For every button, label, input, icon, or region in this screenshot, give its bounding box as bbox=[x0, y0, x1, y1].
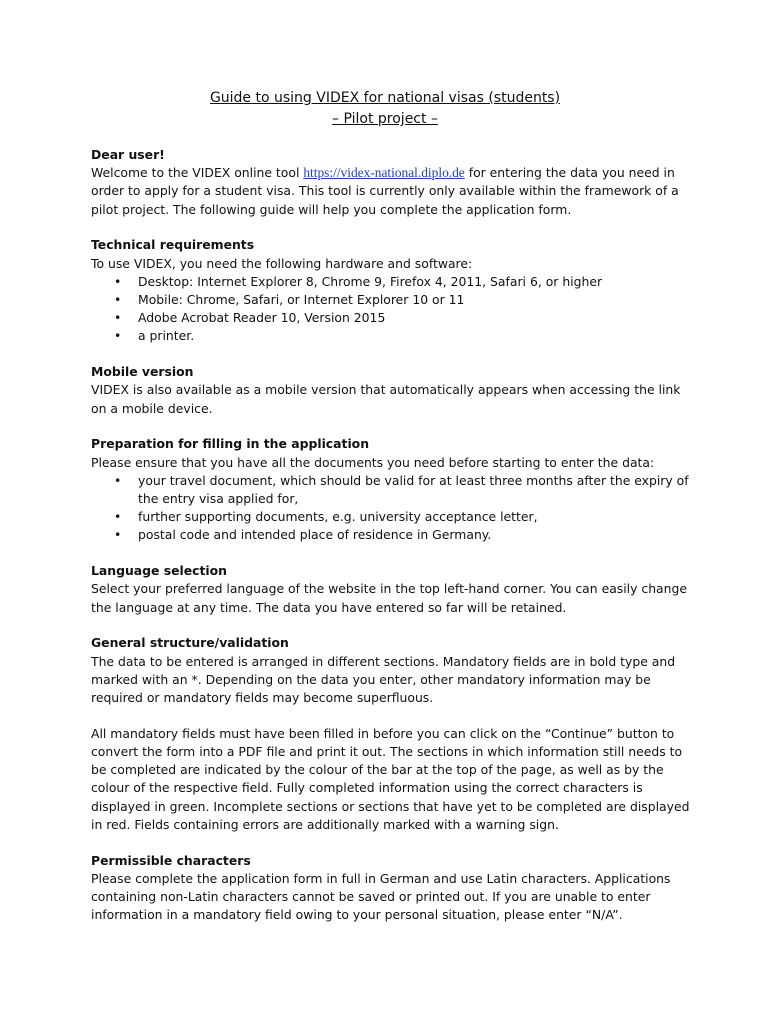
list-item: • postal code and intended place of residence in Germany. bbox=[91, 526, 691, 544]
language-section bbox=[91, 562, 691, 617]
list-item: • your travel document, which should be valid for at least three months after the expiry of the entry visa applied for, bbox=[91, 472, 691, 508]
intro-paragraph bbox=[91, 164, 691, 219]
preparation-text: Please ensure that you have all the documents you need before starting to enter the data: bbox=[91, 454, 655, 470]
characters-text: Please complete the application form in full in German and use Latin characters. Applications containing non-Latin characters cannot be saved or printed out. If you are unable to enter information in a mandatory field owing to your personal situation, please enter “N/A”. bbox=[91, 870, 671, 923]
videx-link[interactable]: https://videx-national.diplo.de bbox=[303, 165, 465, 181]
language-text: Select your preferred language of the website in the top left-hand corner. You can easily change the language at any time. The data you have entered so far will be retained. bbox=[91, 581, 687, 615]
document-body bbox=[91, 146, 691, 942]
intro-text-after-link: for entering the data you need in order to apply for a student visa. This tool is currently only available within the framework of a pilot project. The following guide will help you complete the application form. bbox=[91, 165, 679, 217]
title-line-2: – Pilot project – bbox=[332, 111, 438, 127]
structure-heading: General structure/validation bbox=[91, 635, 289, 651]
list-item: • a printer. bbox=[91, 327, 691, 345]
characters-heading: Permissible characters bbox=[91, 852, 251, 868]
structure-section-continued bbox=[91, 725, 691, 834]
title-line-1: Guide to using VIDEX for national visas (students) bbox=[209, 90, 561, 106]
mobile-heading: Mobile version bbox=[91, 364, 194, 380]
list-item: • Desktop: Internet Explorer 8, Chrome 9, Firefox 4, 2011, Safari 6, or higher bbox=[91, 273, 691, 291]
intro-text-before-link: Welcome to the VIDEX online tool bbox=[91, 165, 304, 181]
mobile-section bbox=[91, 363, 691, 418]
structure-section bbox=[91, 634, 691, 707]
intro-section bbox=[91, 146, 691, 219]
characters-section bbox=[91, 852, 691, 925]
document-title bbox=[0, 88, 770, 130]
language-heading: Language selection bbox=[91, 563, 227, 579]
preparation-section bbox=[91, 435, 691, 544]
technical-list bbox=[91, 273, 691, 346]
structure-text-2: All mandatory fields must have been filled in before you can click on the “Continue” button to convert the form into a PDF file and print it out. The sections in which information still needs to be completed are indicated by the colour of the bar at the top of the page, as well as by the colour of the respective field. Fully completed information using the correct characters is displayed in green. Incomplete sections or sections that have yet to be completed are displayed in red. Fields containing errors are additionally marked with a warning sign. bbox=[91, 725, 690, 832]
mobile-text: VIDEX is also available as a mobile version that automatically appears when accessing the link on a mobile device. bbox=[91, 382, 681, 416]
list-item: • Adobe Acrobat Reader 10, Version 2015 bbox=[91, 309, 691, 327]
structure-text-1: The data to be entered is arranged in different sections. Mandatory fields are in bold type and marked with an *. Depending on the data you enter, other mandatory information may be required or mandatory fields may become superfluous. bbox=[91, 653, 676, 706]
preparation-heading: Preparation for filling in the application bbox=[91, 436, 370, 452]
greeting: Dear user! bbox=[91, 147, 165, 162]
technical-text: To use VIDEX, you need the following hardware and software: bbox=[91, 255, 473, 271]
list-item: • further supporting documents, e.g. university acceptance letter, bbox=[91, 508, 691, 526]
preparation-list bbox=[91, 472, 691, 545]
list-item: • Mobile: Chrome, Safari, or Internet Explorer 10 or 11 bbox=[91, 291, 691, 309]
technical-section bbox=[91, 236, 691, 345]
technical-heading: Technical requirements bbox=[91, 237, 255, 253]
